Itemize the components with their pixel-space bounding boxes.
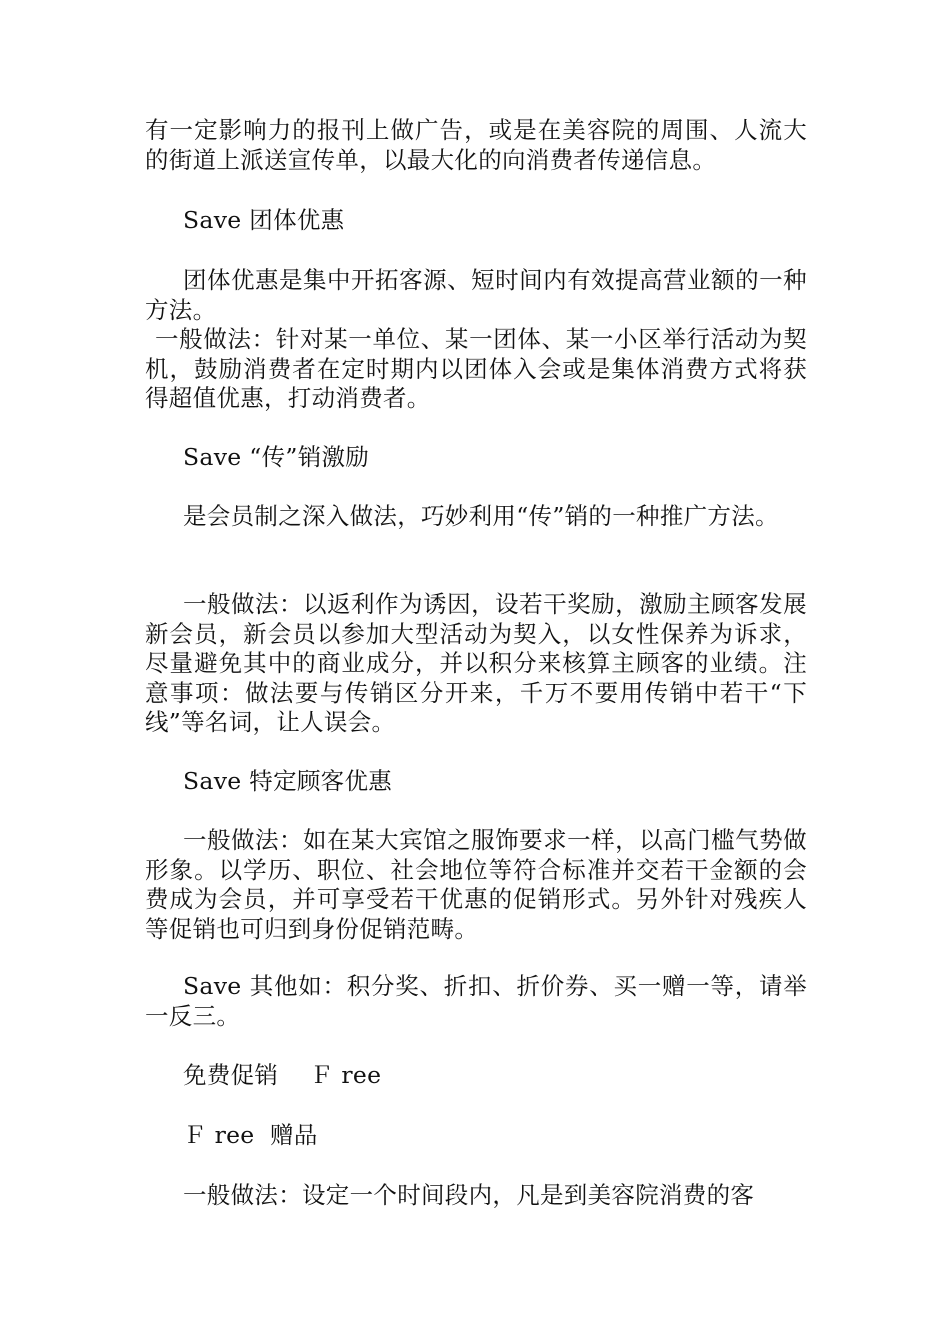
paragraph-free-gift-method: 一般做法：设定一个时间段内，凡是到美容院消费的客 (183, 1181, 755, 1209)
heading-special-customer: Save 特定顾客优惠 (183, 767, 393, 795)
paragraph-group-discount-intro: 团体优惠是集中开拓客源、短时间内有效提高营业额的一种方法。 (145, 266, 807, 324)
heading-group-discount: Save 团体优惠 (183, 206, 345, 234)
heading-free-promotion: 免费促销 Ｆ ree (183, 1061, 382, 1089)
paragraph-special-customer-method: 一般做法：如在某大宾馆之服饰要求一样，以高门槛气势做形象。以学历、职位、社会地位等符合标准并交若干金额的会费成为会员，并可享受若干优惠的促销形式。另外针对残疾人等促销也可归到身份促销范畴。 (145, 826, 807, 943)
heading-referral-incentive: Save “传”销激励 (183, 443, 370, 471)
paragraph-advertising: 有一定影响力的报刊上做广告，或是在美容院的周围、人流大的街道上派送宣传单，以最大化的向消费者传递信息。 (145, 116, 807, 174)
paragraph-referral-intro: 是会员制之深入做法，巧妙利用“传”销的一种推广方法。 (183, 502, 779, 530)
heading-free-gift: Ｆ ree 赠品 (183, 1121, 318, 1149)
paragraph-referral-method: 一般做法：以返利作为诱因，设若干奖励，激励主顾客发展新会员，新会员以参加大型活动为契入，以女性保养为诉求，尽量避免其中的商业成分，并以积分来核算主顾客的业绩。注意事项：做法要与传销区分开来，千万不要用传销中若干“下线”等名词，让人误会。 (145, 590, 807, 736)
paragraph-group-discount-method: 一般做法：针对某一单位、某一团体、某一小区举行活动为契机，鼓励消费者在定时期内以团体入会或是集体消费方式将获得超值优惠，打动消费者。 (145, 325, 807, 412)
paragraph-other-promotions: Save 其他如：积分奖、折扣、折价券、买一赠一等，请举一反三。 (145, 972, 807, 1030)
